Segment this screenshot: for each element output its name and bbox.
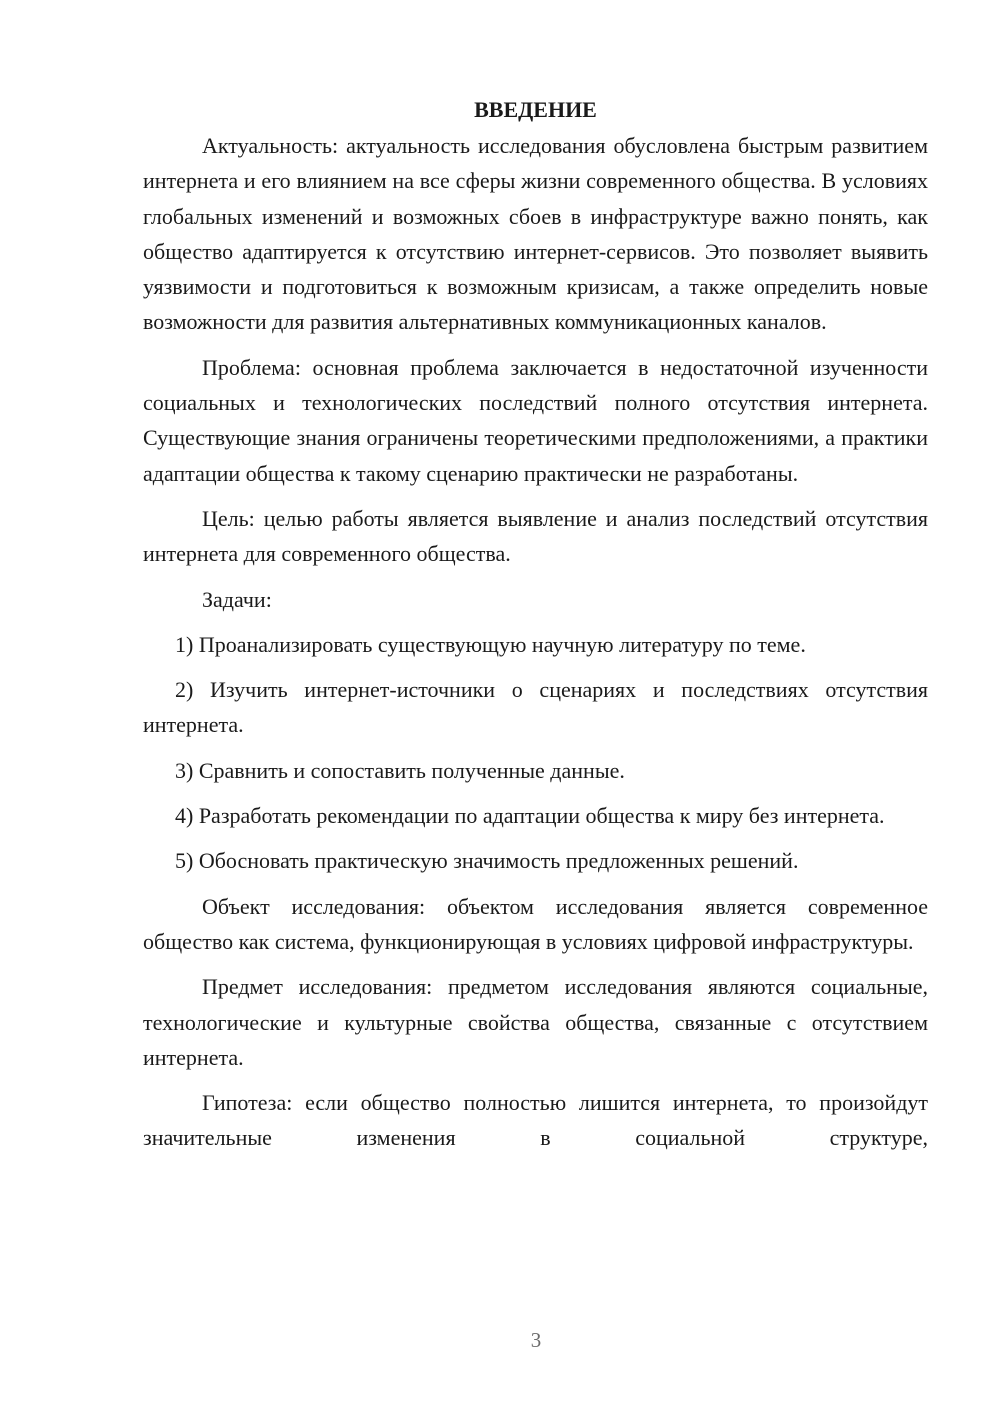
task-item-4: 4) Разработать рекомендации по адаптации общества к миру без интернета. [175,803,885,829]
paragraph-hypothesis: Гипотеза: если общество полностью лишится интернета, то произойдут значительные изменения в социальной структуре, [143,1090,928,1151]
paragraph-relevance: Актуальность: актуальность исследования обусловлена быстрым развитием интернета и его влиянием на все сферы жизни современного общества. В условиях глобальных изменений и возможных сбоев в инфраструктуре важно понять, как общество адаптируется к отсутствию интернет-сервисов. Это позволяет выявить уязвимости и подготовиться к возможным кризисам, а также определить новые возможности для развития альтернативных коммуникационных каналов. [143,133,928,335]
section-heading: ВВЕДЕНИЕ [474,97,597,122]
paragraph-goal: Цель: целью работы является выявление и анализ последствий отсутствия интернета для современного общества. [143,505,928,567]
page-content [143,92,928,1166]
task-item-2: 2) Изучить интернет-источники о сценариях и последствиях отсутствия интернета. [143,677,928,738]
paragraph-problem: Проблема: основная проблема заключается в недостаточной изученности социальных и технологических последствий полного отсутствия интернета. Существующие знания ограничены теоретическими предположениями, а практики адаптации общества к такому сценарию практически не разработаны. [143,354,928,486]
task-item-1: 1) Проанализировать существующую научную литературу по теме. [175,631,806,657]
task-item-5: 5) Обосновать практическую значимость предложенных решений. [175,848,799,874]
paragraph-subject: Предмет исследования: предметом исследования являются социальные, технологические и культурные свойства общества, связанные с отсутствием интернета. [143,974,928,1070]
task-item-3: 3) Сравнить и сопоставить полученные данные. [175,757,625,783]
page-number: 3 [530,1328,542,1352]
tasks-heading: Задачи: [202,586,272,612]
paragraph-object: Объект исследования: объектом исследования является современное общество как система, функционирующая в условиях цифровой инфраструктуры. [143,893,928,954]
